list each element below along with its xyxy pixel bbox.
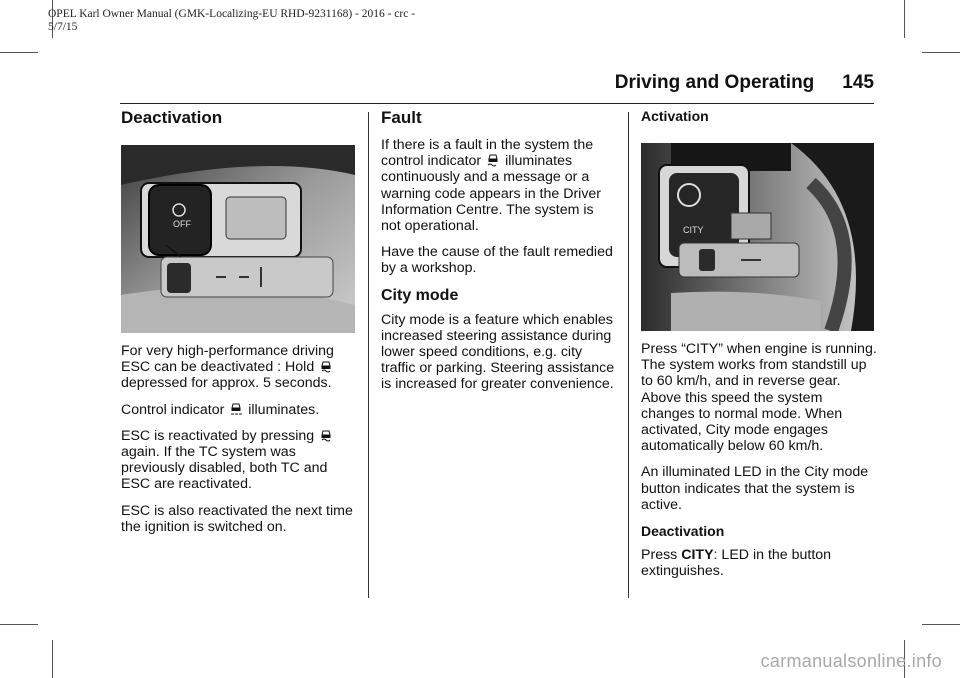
section-title: Driving and Operating bbox=[614, 72, 815, 93]
esc-off-button-figure bbox=[121, 145, 355, 333]
skidding-car-off-icon bbox=[320, 428, 332, 442]
heading-fault: Fault bbox=[381, 108, 422, 127]
paragraph: City mode is a feature which enables increased steering assistance during lower speed conditions, e.g. city traffic or parking. Steering assistance is increased for greater convenience. bbox=[381, 311, 615, 393]
paragraph: Control indicator illuminates. bbox=[121, 401, 320, 418]
crop-mark bbox=[52, 640, 53, 678]
column-divider bbox=[368, 112, 369, 598]
heading-city-mode: City mode bbox=[381, 286, 459, 304]
paragraph: Press CITY: LED in the button extinguishes. bbox=[641, 547, 832, 580]
skidding-car-off-icon bbox=[320, 359, 332, 373]
crop-mark bbox=[922, 52, 960, 53]
skidding-car-icon bbox=[487, 153, 499, 167]
column-3 bbox=[641, 108, 877, 589]
column-1 bbox=[121, 108, 356, 545]
heading-deactivation-city: Deactivation bbox=[641, 523, 725, 540]
crop-mark bbox=[904, 0, 905, 38]
column-divider bbox=[628, 112, 629, 598]
skidding-car-off-icon bbox=[230, 402, 242, 416]
running-head bbox=[615, 72, 874, 94]
heading-activation: Activation bbox=[641, 108, 709, 124]
page-number: 145 bbox=[842, 72, 874, 93]
paragraph: Have the cause of the fault remedied by a workshop. bbox=[381, 244, 613, 277]
paragraph: ESC is also reactivated the next time the ignition is switched on. bbox=[121, 502, 353, 535]
crop-mark bbox=[0, 52, 38, 53]
heading-deactivation: Deactivation bbox=[121, 108, 223, 127]
column-2 bbox=[381, 108, 617, 403]
paragraph: For very high-performance driving ESC can be deactivated : Hold depressed for approx. 5 seconds. bbox=[121, 343, 334, 392]
svg-text:CITY: CITY bbox=[683, 225, 704, 235]
city-button-figure bbox=[641, 143, 874, 331]
document-meta: OPEL Karl Owner Manual (GMK-Localizing-EU RHD-9231168) - 2016 - crc - 5/7/15 bbox=[48, 8, 416, 33]
paragraph: If there is a fault in the system the control indicator illuminates continuously and a message or a warning code appears in the Driver Information Centre. The system is not operational. bbox=[381, 137, 602, 235]
crop-mark bbox=[0, 624, 38, 625]
paragraph: Press “CITY” when engine is running. The system works from standstill up to 60 km/h, and in reverse gear. Above this speed the system changes to normal mode. When activated, City mode engages automatically below 60 km/h. bbox=[641, 341, 877, 455]
paragraph: An illuminated LED in the City mode button indicates that the system is active. bbox=[641, 464, 869, 513]
crop-mark bbox=[922, 624, 960, 625]
header-rule bbox=[120, 103, 874, 104]
city-keyword: CITY bbox=[681, 547, 714, 564]
watermark: carmanualsonline.info bbox=[760, 651, 942, 671]
svg-text:OFF: OFF bbox=[173, 219, 191, 229]
paragraph: ESC is reactivated by pressing again. If the TC system was previously disabled, both TC and ESC are reactivated. bbox=[121, 428, 356, 493]
